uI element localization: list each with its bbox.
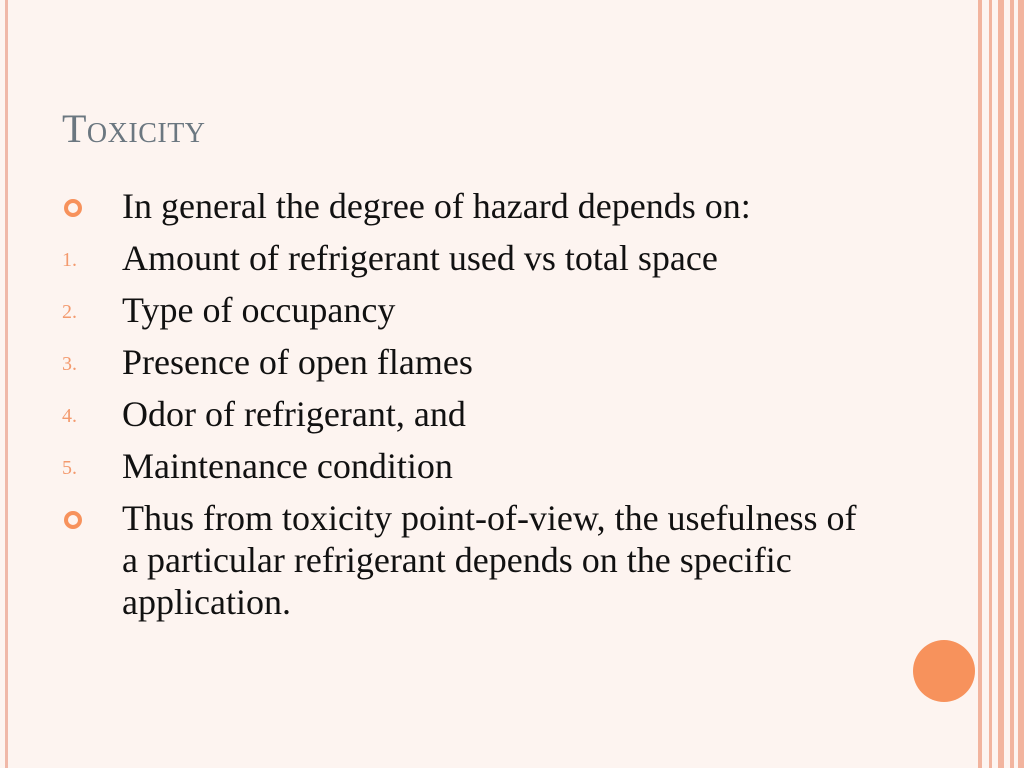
- list-item-text: In general the degree of hazard depends on:: [122, 186, 751, 226]
- list-item-text: Thus from toxicity point-of-view, the usefulness of a particular refrigerant depends on the specific application.: [122, 498, 857, 622]
- list-number: 5.: [62, 457, 77, 479]
- right-stripe: [1010, 0, 1014, 768]
- ring-bullet-icon: [64, 511, 82, 529]
- orange-circle-decoration: [913, 640, 975, 702]
- list-number: 3.: [62, 353, 77, 375]
- right-stripe: [998, 0, 1004, 768]
- right-stripe: [989, 0, 992, 768]
- ring-bullet-icon: [64, 199, 82, 217]
- list-item: [62, 393, 862, 437]
- left-border-line: [5, 0, 8, 768]
- list-item: [62, 497, 862, 623]
- right-stripe: [1018, 0, 1024, 768]
- list-item-text: Amount of refrigerant used vs total space: [122, 238, 718, 278]
- right-stripe: [978, 0, 982, 768]
- list-item-text: Maintenance condition: [122, 446, 453, 486]
- list-number: 2.: [62, 301, 77, 323]
- list-item: [62, 185, 862, 229]
- list-number: 1.: [62, 249, 77, 271]
- list-item-text: Odor of refrigerant, and: [122, 394, 466, 434]
- slide-title: Toxicity: [62, 106, 206, 151]
- list-item-text: Presence of open flames: [122, 342, 473, 382]
- list-number: 4.: [62, 405, 77, 427]
- list-item: [62, 445, 862, 489]
- list-item: [62, 237, 862, 281]
- list-item-text: Type of occupancy: [122, 290, 396, 330]
- list-item: [62, 289, 862, 333]
- list-item: [62, 341, 862, 385]
- slide-content: [62, 185, 862, 631]
